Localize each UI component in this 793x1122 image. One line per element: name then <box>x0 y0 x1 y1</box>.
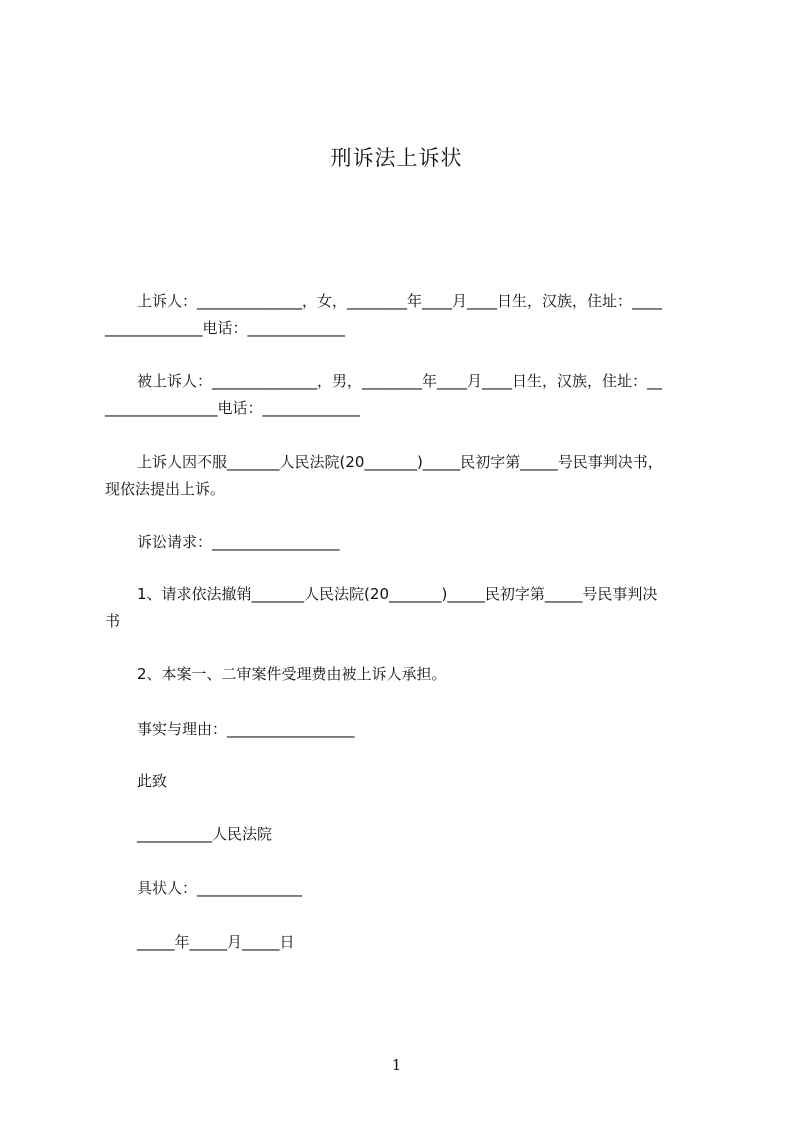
date-line: _____年_____月_____日 <box>137 933 295 951</box>
appeal-reason-line-1: 上诉人因不服_______人民法院(20_______)_____民初字第_____号民事判决书， <box>137 453 663 471</box>
salutation: 此致 <box>137 772 168 790</box>
appellant-line-1: 上诉人：______________，女，________年____月____日生，汉族，住址：____ <box>137 292 663 310</box>
document-title: 刑诉法上诉状 <box>330 146 463 170</box>
claim-1-line-2: 书 <box>105 612 121 630</box>
appellee-line-2: _______________电话：_____________ <box>105 399 361 417</box>
page-number: 1 <box>391 1056 402 1074</box>
claims-label: 诉讼请求：_________________ <box>137 533 340 551</box>
appeal-reason-line-2: 现依法提出上诉。 <box>105 480 226 498</box>
facts-and-reasons: 事实与理由：_________________ <box>137 720 355 738</box>
appellant-line-2: _____________电话：_____________ <box>105 319 346 337</box>
appellee-line-1: 被上诉人：______________，男，________年____月____日生，汉族，住址：__ <box>137 372 663 390</box>
petitioner: 具状人：______________ <box>137 879 303 897</box>
claim-2: 2、本案一、二审案件受理费由被上诉人承担。 <box>137 665 447 683</box>
claim-1-line-1: 1、请求依法撤销_______人民法院(20_______)_____民初字第_____号民事判决 <box>137 585 658 603</box>
court-name: __________人民法院 <box>137 825 273 843</box>
